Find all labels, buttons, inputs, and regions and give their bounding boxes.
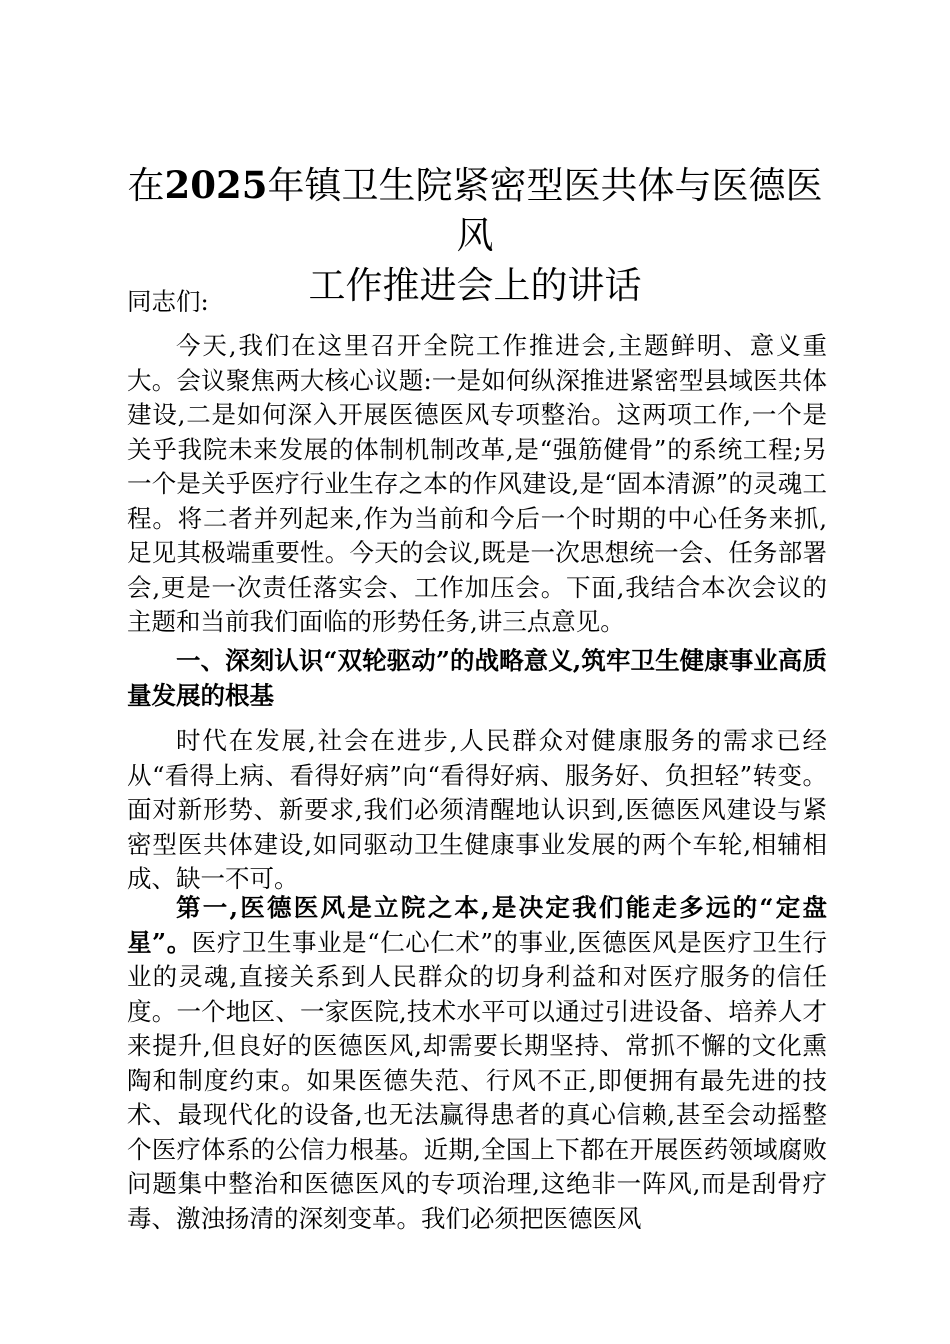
paragraph-intro: 今天,我们在这里召开全院工作推进会,主题鲜明、意义重大。会议聚焦两大核心议题:一是如何纵深推进紧密型县域医共体建设,二是如何深入开展医德医风专项整治。这两项工作,一个是关乎我院未来发展的体制机制改革,是“强筋健骨”的系统工程;另一个是关乎医疗行业生存之本的作风建设,是“固本清源”的灵魂工程。将二者并列起来,作为当前和今后一个时期的中心任务来抓,足见其极端重要性。今天的会议,既是一次思想统一会、任务部署会,更是一次责任落实会、工作加压会。下面,我结合本次会议的主题和当前我们面临的形势任务,讲三点意见。: [127, 331, 827, 636]
title-prefix: 在: [127, 164, 165, 207]
paragraph-section-1-intro: 时代在发展,社会在进步,人民群众对健康服务的需求已经从“看得上病、看得好病”向“看得好病、服务好、负担轻”转变。面对新形势、新要求,我们必须清醒地认识到,医德医风建设与紧密型医共体建设,如同驱动卫生健康事业发展的两个车轮,相辅相成、缺一不可。: [127, 726, 827, 893]
point-1-lead: 第一,医德医风是立院之本,是决定我们能走多远的“定盘星”。: [127, 893, 827, 957]
section-heading-1: 一、深刻认识“双轮驱动”的战略意义,筑牢卫生健康事业高质量发展的根基: [127, 646, 827, 710]
title-line-2: 工作推进会上的讲话: [308, 264, 642, 307]
paragraph-point-1: [127, 891, 827, 1236]
title-year: 2025: [164, 163, 268, 207]
title-line-1-rest: 年镇卫生院紧密型医共体与医德医风: [267, 164, 823, 257]
point-1-body: 医疗卫生事业是“仁心仁术”的事业,医德医风是医疗卫生行业的灵魂,直接关系到人民群众的切身利益和对医疗服务的信任度。一个地区、一家医院,技术水平可以通过引进设备、培养人才来提升,但良好的医德医风,却需要长期坚持、常抓不懈的文化熏陶和制度约束。如果医德失范、行风不正,即便拥有最先进的技术、最现代化的设备,也无法赢得患者的真心信赖,甚至会动摇整个医疗体系的公信力根基。近期,全国上下都在开展医药领域腐败问题集中整治和医德医风的专项治理,这绝非一阵风,而是刮骨疗毒、激浊扬清的深刻变革。我们必须把医德医风: [127, 927, 828, 1233]
salutation: 同志们:: [127, 287, 209, 316]
